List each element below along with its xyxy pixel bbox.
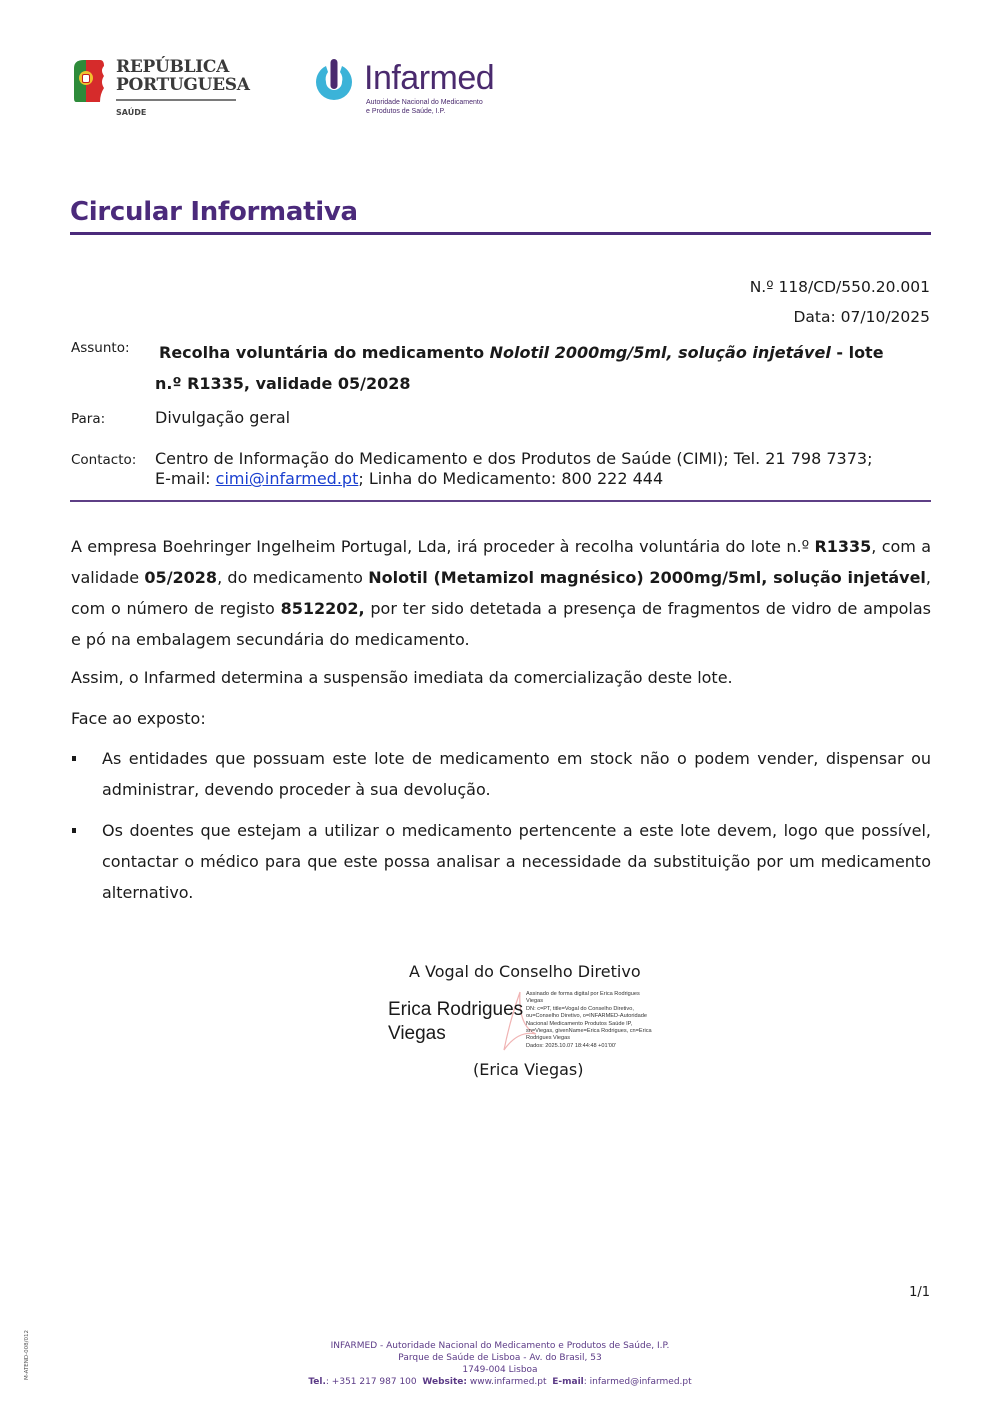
infarmed-tagline-1: Autoridade Nacional do Medicamento xyxy=(366,99,483,106)
digital-signature-details xyxy=(526,991,666,1050)
footer-email-label: E-mail xyxy=(552,1377,584,1387)
assunto-product: Nolotil 2000mg/5ml, solução injetável xyxy=(489,343,831,362)
logo-sub: SAÚDE xyxy=(116,108,147,117)
footer-email-link[interactable]: : infarmed@infarmed.pt xyxy=(583,1377,692,1387)
contacto-value xyxy=(155,449,935,489)
footer-web-label: Website: xyxy=(422,1377,467,1387)
circular-number: N.º 118/CD/550.20.001 xyxy=(749,278,930,296)
signature-detail-line: Assinado de forma digital por Erica Rodrigues xyxy=(526,991,640,997)
infarmed-wordmark: Infarmed xyxy=(364,59,495,97)
footer-address: Parque de Saúde de Lisboa - Av. do Brasil, 53 xyxy=(398,1353,602,1363)
assunto-label: Assunto: xyxy=(71,340,130,356)
assunto-lot: n.º R1335, validade 05/2028 xyxy=(155,374,411,393)
logo-line2: PORTUGUESA xyxy=(116,75,250,95)
assunto-value xyxy=(155,337,930,399)
paragraph-intro-list: Face ao exposto: xyxy=(71,709,206,728)
signature-detail-line: Rodrigues Viegas xyxy=(526,1035,571,1042)
text: por ter sido detetada a presença de fragmentos de vidro de ampolas e pó na embalagem secundária do medicamento. xyxy=(71,599,932,649)
list-item xyxy=(71,815,931,908)
signature-name-line1: Erica Rodrigues xyxy=(388,999,524,1020)
para-label: Para: xyxy=(71,411,106,427)
signature-name xyxy=(388,998,523,1046)
signature-detail-line: Nacional Medicamento Produtos Saúde IP, xyxy=(526,1020,633,1027)
signature-detail-line: Dados: 2025.10.07 18:44:48 +01'00' xyxy=(526,1042,617,1049)
paragraph-suspension: Assim, o Infarmed determina a suspensão imediata da comercialização deste lote. xyxy=(71,668,733,687)
circular-date xyxy=(793,308,930,326)
text: , do medicamento xyxy=(217,568,369,587)
logo-line1: REPÚBLICA xyxy=(116,57,229,77)
signature-detail-line: DN: c=PT, title=Vogal do Conselho Diretivo, xyxy=(526,1005,634,1012)
signatory-printed-name: (Erica Viegas) xyxy=(473,1060,584,1079)
text: , com o número de registo xyxy=(71,568,932,618)
signature-detail-line: ou=Conselho Diretivo, o=INFARMED-Autoridade xyxy=(526,1013,647,1020)
footer-tel-label: Tel. xyxy=(308,1377,326,1387)
footer xyxy=(0,1340,1000,1388)
text: A empresa Boehringer Ingelheim Portugal, Lda, irá proceder à recolha voluntária do lote n.º xyxy=(71,537,815,556)
bullet-icon xyxy=(72,828,76,833)
republica-portuguesa-logo xyxy=(70,56,250,122)
title-divider xyxy=(70,232,931,235)
contacto-line2-rest: ; Linha do Medicamento: 800 222 444 xyxy=(358,469,664,488)
signature-detail-line: sn=Viegas, givenName=Erica Rodrigues, cn=Erica xyxy=(526,1028,652,1035)
assunto-text-2: - lote xyxy=(830,343,884,362)
cimi-email-link[interactable]: cimi@infarmed.pt xyxy=(215,469,359,488)
para-value: Divulgação geral xyxy=(155,408,291,427)
signatory-role: A Vogal do Conselho Diretivo xyxy=(409,962,641,981)
infarmed-tagline-2: e Produtos de Saúde, I.P. xyxy=(366,108,446,115)
date-value: 07/10/2025 xyxy=(840,308,930,326)
list-item xyxy=(71,743,931,805)
email-prefix: E-mail: xyxy=(155,469,216,488)
expiry-date: 05/2028 xyxy=(144,568,218,587)
contacto-line1: Centro de Informação do Medicamento e dos Produtos de Saúde (CIMI); Tel. 21 798 7373; xyxy=(155,449,873,468)
page-number: 1/1 xyxy=(909,1285,930,1300)
paragraph-recall xyxy=(71,531,931,655)
footer-contacts xyxy=(0,1376,1000,1388)
header-divider xyxy=(70,500,931,502)
list-item-text: As entidades que possuam este lote de medicamento em stock não o podem vender, dispensar ou administrar, devendo proceder à sua devolução. xyxy=(102,749,931,799)
form-code-text: M-ATEND-008/012 xyxy=(24,1330,30,1380)
product-name: Nolotil (Metamizol magnésico) 2000mg/5ml, solução injetável xyxy=(368,568,926,587)
date-label: Data: xyxy=(793,308,836,326)
infarmed-logo xyxy=(312,58,495,122)
text: , com a validade xyxy=(71,537,932,587)
lot-number: R1335 xyxy=(814,537,872,556)
footer-org: INFARMED - Autoridade Nacional do Medicamento e Produtos de Saúde, I.P. xyxy=(330,1341,670,1351)
contacto-label: Contacto: xyxy=(71,452,137,468)
signature-detail-line: Viegas xyxy=(526,998,544,1005)
footer-postal: 1749-004 Lisboa xyxy=(462,1365,538,1375)
page-title: Circular Informativa xyxy=(70,197,358,227)
portugal-flag-icon xyxy=(70,58,106,104)
assunto-text-1: Recolha voluntária do medicamento xyxy=(159,343,490,362)
footer-website-link[interactable]: www.infarmed.pt xyxy=(466,1377,547,1387)
registration-number: 8512202, xyxy=(280,599,365,618)
signature-name-line2: Viegas xyxy=(388,1023,446,1044)
list-item-text: Os doentes que estejam a utilizar o medicamento pertencente a este lote devem, logo que possível, contactar o médico para que este possa analisar a necessidade da substituição por um medicamento alternativo. xyxy=(102,821,931,902)
measures-list xyxy=(71,743,931,918)
infarmed-mark-icon xyxy=(312,58,360,106)
footer-tel: : +351 217 987 100 xyxy=(325,1377,417,1387)
bullet-icon xyxy=(72,756,76,761)
logo-divider xyxy=(116,99,236,101)
